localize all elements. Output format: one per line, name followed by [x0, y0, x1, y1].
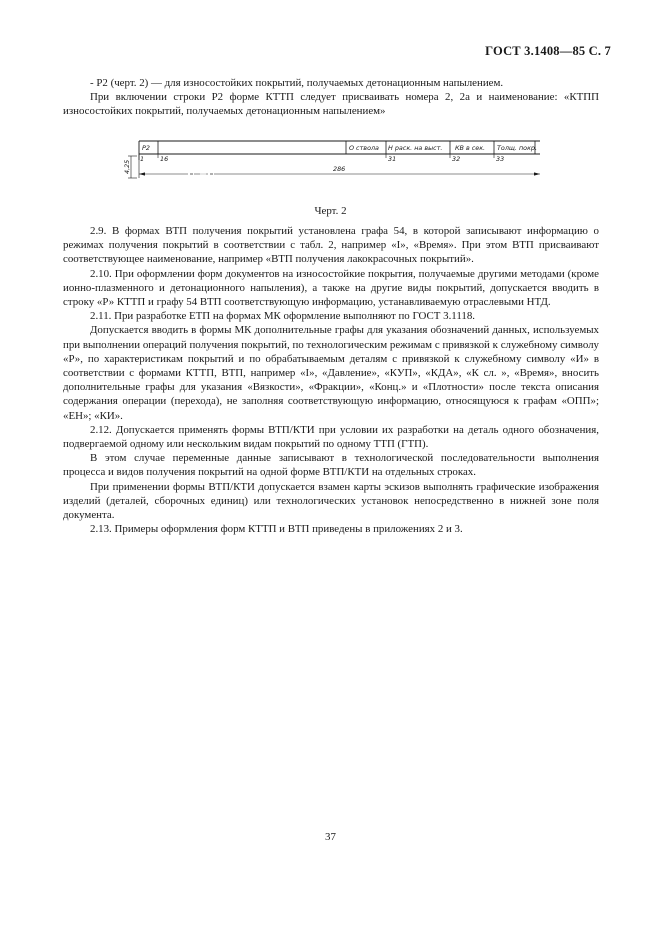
height-dimension: 4,25	[123, 159, 131, 174]
col-header-kv: КВ в сек.	[455, 144, 486, 152]
page-number: 37	[325, 831, 336, 843]
col-number-16: 16	[160, 155, 169, 163]
page-header: ГОСТ 3.1408—85 С. 7	[485, 44, 611, 58]
col-number-33: 33	[496, 155, 505, 163]
paragraph: В этом случае переменные данные записывают в технологической последовательности выполнения процесса и видов получения покрытий на одной форме ВТП/КТИ на отдельных строках.	[63, 452, 599, 479]
col-header-thickness: Толщ. покр.	[497, 144, 538, 152]
paragraph: 2.9. В формах ВТП получения покрытий установлена графа 54, в которой записывают информацию о режимах получения покрытий в соответствии с табл. 2, например «I», «Время». При этом ВТП присваивают соответствующее наименование, например «ВТП получения лакокрасочных покрытий».	[63, 225, 599, 266]
intro-paragraph-2: При включении строки Р2 форме КТТП следует присваивать номера 2, 2а и наименование: «КТПП износостойких покрытий, получаемых детонационным напылением»	[63, 91, 599, 118]
paragraph: При применении формы ВТП/КТИ допускается взамен карты эскизов выполнять графические изображения изделий (деталей, сборочных единиц) или технологических установок непосредственно в нижней зоне поля документа.	[63, 480, 599, 522]
paragraph: 2.13. Примеры оформления форм КТТП и ВТП приведены в приложениях 2 и 3.	[90, 523, 463, 536]
paragraph: 2.11. При разработке ЕТП на формах МК оформление выполняют по ГОСТ 3.1118.	[90, 310, 476, 323]
body-text	[63, 224, 599, 536]
intro-block	[63, 76, 599, 119]
paragraph: 2.10. При оформлении форм документов на износостойкие покрытия, получаемые другими методами (кроме ионно-плазменного и детонационного напыления), а также на другие виды покрытий, допускается вводить в строку «Р» КТТП и графу 54 ВТП соответствующую информацию, устанавливаемую отраслевыми НТД.	[63, 267, 599, 309]
intro-paragraph-1: - Р2 (черт. 2) — для износостойких покрытий, получаемых детонационным напылением.	[90, 77, 504, 89]
col-header-distance: Н раск. на выст.	[388, 144, 443, 152]
col-number-1: 1	[140, 155, 145, 163]
row-label: Р2	[142, 144, 150, 152]
paragraph: 2.12. Допускается применять формы ВТП/КТИ при условии их разработки на деталь одного обозначения, подвергаемой одному или нескольким видам покрытий по одному ТТП (ГТП).	[63, 423, 599, 451]
figure-caption: Черт. 2	[314, 205, 347, 217]
col-header-barrel: О ствола	[349, 144, 379, 152]
paragraph: Допускается вводить в формы МК дополнительные графы для указания обозначений данных, используемых при выполнении операций получения покрытий, по технологическим режимам с привязкой к служебному символу «Р», по характеристикам покрытий и по обрабатываемым деталям с привязкой к служебному символу «И» в соответствии с формами КТТП, ВТП, например «I», «Давление», «КУП», «КДА», «К сл. », «Время», вносить дополнительные графы для указания «Вязкости», «Фракции», «Конц.» и «Плотности» после текста описания содержания операции (перехода), не заполняя соответствующую информацию, относящуюся к графам «ОПП»; «ЕН»; «КИ».	[63, 324, 599, 422]
col-number-31: 31	[388, 155, 397, 163]
col-number-32: 32	[452, 155, 461, 163]
width-dimension: 286	[333, 165, 346, 173]
form-row-drawing	[123, 136, 548, 186]
